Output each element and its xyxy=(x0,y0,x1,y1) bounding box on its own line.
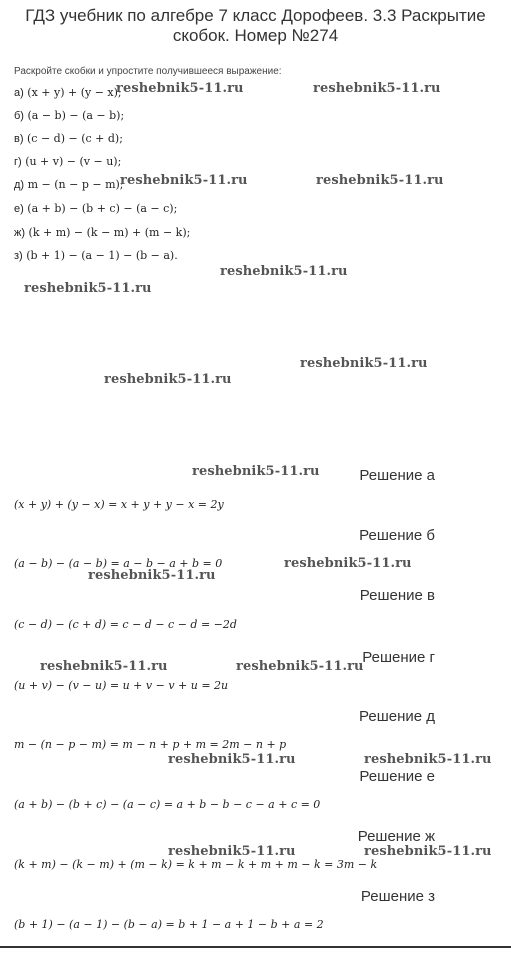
watermark: reshebnik5-11.ru xyxy=(316,173,444,188)
problem-expression: (k + m) − (k − m) + (m − k); xyxy=(28,226,191,239)
problem-label: з) xyxy=(14,250,23,262)
solution-heading-b: Решение б xyxy=(359,527,435,544)
solution-text-b: (a − b) − (a − b) = a − b − a + b = 0 xyxy=(14,557,223,570)
solution-text-z: (b + 1) − (a − 1) − (b − a) = b + 1 − a + 1 − b + a = 2 xyxy=(14,918,324,931)
problem-expression: (b + 1) − (a − 1) − (b − a). xyxy=(26,249,178,262)
watermark: reshebnik5-11.ru xyxy=(364,752,492,767)
watermark: reshebnik5-11.ru xyxy=(236,659,364,674)
solution-text-a: (x + y) + (y − x) = x + y + y − x = 2y xyxy=(14,498,224,511)
watermark: reshebnik5-11.ru xyxy=(88,568,216,583)
watermark: reshebnik5-11.ru xyxy=(364,844,492,859)
watermark: reshebnik5-11.ru xyxy=(300,356,428,371)
solution-heading-z: Решение з xyxy=(360,888,435,905)
problem-expression: m − (n − p − m); xyxy=(27,178,124,191)
solution-text-e: (a + b) − (b + c) − (a − c) = a + b − b − c − a + c = 0 xyxy=(14,798,321,811)
watermark: reshebnik5-11.ru xyxy=(192,464,320,479)
solution-text-d: m − (n − p − m) = m − n + p + m = 2m − n + p xyxy=(14,738,287,751)
watermark: reshebnik5-11.ru xyxy=(168,844,296,859)
problem-label: б) xyxy=(14,110,24,122)
solution-heading-g: Решение г xyxy=(362,649,435,666)
problem-item-zh xyxy=(14,226,190,240)
problem-expression: (a + b) − (b + c) − (a − c); xyxy=(27,202,178,215)
watermark: reshebnik5-11.ru xyxy=(116,81,244,96)
solution-heading-e: Решение е xyxy=(359,768,435,785)
problem-label: г) xyxy=(14,156,22,168)
watermark: reshebnik5-11.ru xyxy=(104,372,232,387)
problem-label: в) xyxy=(14,133,24,145)
problem-expression: (x + y) + (y − x); xyxy=(27,86,122,99)
task-instruction: Раскройте скобки и упростите получившееся выражение: xyxy=(14,66,282,77)
page-title: ГДЗ учебник по алгебре 7 класс Дорофеев. 3.3 Раскрытие скобок. Номер №274 xyxy=(25,6,486,45)
problem-item-b xyxy=(14,109,124,123)
solution-heading-a: Решение а xyxy=(359,467,435,484)
watermark: reshebnik5-11.ru xyxy=(168,752,296,767)
bottom-divider xyxy=(0,946,511,948)
problem-item-d xyxy=(14,178,124,192)
solution-text-g: (u + v) − (v − u) = u + v − v + u = 2u xyxy=(14,679,229,692)
problem-item-g xyxy=(14,155,121,169)
problem-label: а) xyxy=(14,87,24,99)
problem-label: д) xyxy=(14,179,25,191)
solution-heading-d: Решение д xyxy=(359,708,435,725)
problem-label: ж) xyxy=(14,227,26,239)
watermark: reshebnik5-11.ru xyxy=(284,556,412,571)
problem-expression: (a − b) − (a − b); xyxy=(27,109,125,122)
problem-expression: (u + v) − (v − u); xyxy=(25,155,122,168)
problem-label: е) xyxy=(14,203,24,215)
watermark: reshebnik5-11.ru xyxy=(40,659,168,674)
solution-text-v: (c − d) − (c + d) = c − d − c − d = −2d xyxy=(14,618,237,631)
problem-item-e xyxy=(14,202,177,216)
watermark: reshebnik5-11.ru xyxy=(313,81,441,96)
solution-heading-v: Решение в xyxy=(359,587,435,604)
problem-item-v xyxy=(14,132,123,146)
problem-item-a xyxy=(14,86,122,100)
watermark: reshebnik5-11.ru xyxy=(220,264,348,279)
problem-expression: (c − d) − (c + d); xyxy=(27,132,123,145)
problem-item-z xyxy=(14,249,178,263)
solution-heading-zh: Решение ж xyxy=(357,828,435,845)
solution-text-zh: (k + m) − (k − m) + (m − k) = k + m − k + m + m − k = 3m − k xyxy=(14,858,378,871)
watermark: reshebnik5-11.ru xyxy=(120,173,248,188)
watermark: reshebnik5-11.ru xyxy=(24,281,152,296)
